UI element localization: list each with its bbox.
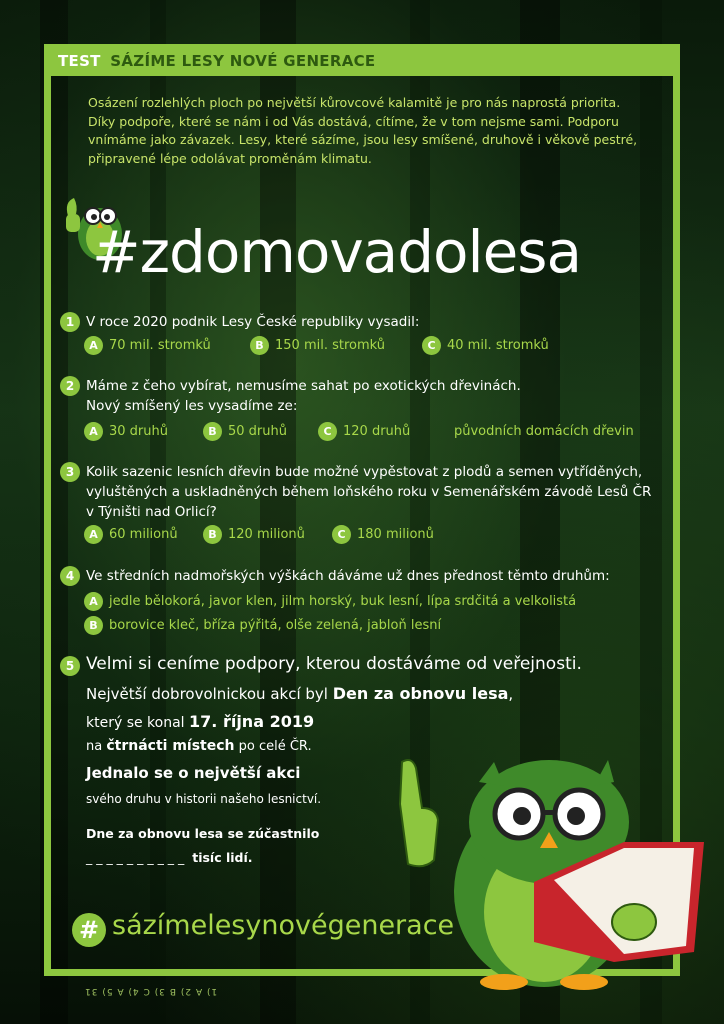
answers-upside-down: 1) A 2) B 3) C 4) A 5) 31 <box>84 986 218 996</box>
header-test-label: TEST <box>58 52 101 70</box>
question-text: Ve středních nadmořských výškách dáváme už dnes přednost těmto druhům: <box>86 568 610 584</box>
option-2-suffix: původních domácích dřevin <box>454 424 634 439</box>
option-letter: A <box>84 592 103 611</box>
question-number: 5 <box>60 656 80 676</box>
option-text: 180 milionů <box>357 527 434 542</box>
question-number: 4 <box>60 566 80 586</box>
question-number: 3 <box>60 462 80 482</box>
option-letter: B <box>84 616 103 635</box>
page-header <box>44 44 680 76</box>
option-4b <box>84 616 441 636</box>
option-text: 50 druhů <box>228 424 287 439</box>
q5-line-1: Velmi si ceníme podpory, kterou dostáváme od veřejnosti. <box>86 654 582 674</box>
q5-event-date: 17. října 2019 <box>189 712 315 731</box>
option-letter: B <box>250 336 269 355</box>
option-text: 120 milionů <box>228 527 305 542</box>
q5-line-3-text: který se konal <box>86 715 190 731</box>
option-letter: C <box>318 422 337 441</box>
option-1b <box>250 336 385 356</box>
question-text-line-2: vyluštěných a uskladněných během loňského roku v Semenářském závodě Lesů ČR <box>86 484 652 500</box>
q5-line-6: svého druhu v historii našeho lesnictví. <box>86 792 322 806</box>
owl-with-book-icon <box>384 752 714 992</box>
q5-line-2 <box>86 684 513 703</box>
option-3a <box>84 525 178 545</box>
hashtag-title: #zdomovadolesa <box>92 218 582 286</box>
question-number: 1 <box>60 312 80 332</box>
option-text: 150 mil. stromků <box>275 338 386 353</box>
option-letter: B <box>203 525 222 544</box>
option-1c <box>422 336 549 356</box>
hashtag-badge-icon: # <box>72 913 106 947</box>
answer-blank: _ _ _ _ _ _ _ _ _ _ <box>86 850 185 865</box>
q5-line-8 <box>86 850 253 865</box>
intro-paragraph: Osázení rozlehlých ploch po největší kůrovcové kalamitě je pro nás naprostá priorita. Díky podpoře, které se nám i od Vás dostává, cítíme, že v tom nejsme sami. Podporu vnímáme jako závazek. Lesy, které sázíme, jsou lesy smíšené, druhově i věkově pestré, připravené lépe odolávat proměnám klimatu. <box>88 95 638 166</box>
q5-line-5: Jednalo se o největší akci <box>86 764 301 782</box>
question-text-line-2: Nový smíšený les vysadíme ze: <box>86 398 298 414</box>
question-number: 2 <box>60 376 80 396</box>
option-text: 70 mil. stromků <box>109 338 211 353</box>
option-letter: A <box>84 336 103 355</box>
question-text-line-1: Máme z čeho vybírat, nemusíme sahat po exotických dřevinách. <box>86 378 521 394</box>
option-3b <box>203 525 305 545</box>
q5-event-name: Den za obnovu lesa <box>332 684 509 703</box>
option-3c <box>332 525 434 545</box>
question-text-line-1: Kolik sazenic lesních dřevin bude možné vypěstovat z plodů a semen vytříděných, <box>86 464 643 480</box>
option-2b <box>203 422 287 442</box>
option-letter: B <box>203 422 222 441</box>
option-text: 30 druhů <box>109 424 168 439</box>
footer-hashtag <box>72 910 454 947</box>
option-text: jedle bělokorá, javor klen, jilm horský, buk lesní, lípa srdčitá a velkolistá <box>109 594 577 609</box>
option-letter: A <box>84 422 103 441</box>
question-text-line-3: v Týništi nad Orlicí? <box>86 504 217 520</box>
option-text: 60 milionů <box>109 527 178 542</box>
q5-line-4-end: po celé ČR. <box>234 739 312 754</box>
option-text: borovice kleč, bříza pýřitá, olše zelená, jabloň lesní <box>109 618 442 633</box>
header-title: SÁZÍME LESY NOVÉ GENERACE <box>110 52 376 70</box>
q5-line-2-text: Největší dobrovolnickou akcí byl <box>86 685 333 703</box>
option-2c <box>318 422 410 442</box>
q5-line-8-text: tisíc lidí. <box>192 850 253 865</box>
option-text: 40 mil. stromků <box>447 338 549 353</box>
q5-line-4-text: na <box>86 739 107 754</box>
q5-line-2-comma: , <box>508 685 514 703</box>
q5-places: čtrnácti místech <box>106 738 235 754</box>
question-text: V roce 2020 podnik Lesy České republiky vysadil: <box>86 314 420 330</box>
option-letter: C <box>332 525 351 544</box>
q5-line-7: Dne za obnovu lesa se zúčastnilo <box>86 826 320 841</box>
footer-hashtag-text: sázímelesynovégenerace <box>112 910 455 941</box>
option-letter: A <box>84 525 103 544</box>
option-4a <box>84 592 576 612</box>
option-letter: C <box>422 336 441 355</box>
option-2a <box>84 422 168 442</box>
q5-line-3 <box>86 712 314 731</box>
q5-line-4 <box>86 738 312 754</box>
option-1a <box>84 336 211 356</box>
option-text: 120 druhů <box>343 424 411 439</box>
